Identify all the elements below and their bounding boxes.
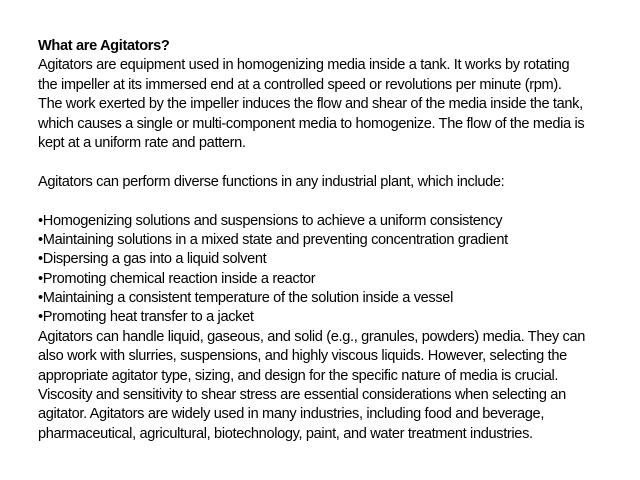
intro-line: kept at a uniform rate and pattern. [38,134,246,151]
closing-line: agitator. Agitators are widely used in many industries, including food and beverage, [38,406,545,423]
closing-line: Agitators can handle liquid, gaseous, and solid (e.g., granules, powders) media. They can [38,328,585,345]
list-item: •Promoting heat transfer to a jacket [38,309,254,326]
functions-intro: Agitators can perform diverse functions in any industrial plant, which include: [38,173,505,190]
closing-line: also work with slurries, suspensions, and highly viscous liquids. However, selecting the [38,348,567,365]
closing-line: appropriate agitator type, sizing, and design for the specific nature of media is crucial. [38,367,559,384]
spacer [38,192,638,211]
functions-list [38,212,638,328]
intro-line: The work exerted by the impeller induces the flow and shear of the media inside the tank, [38,96,583,113]
intro-line: the impeller at its immersed end at a controlled speed or revolutions per minute (rpm). [38,76,562,93]
closing-line: Viscosity and sensitivity to shear stress are essential considerations when selecting an [38,387,566,404]
list-item: •Homogenizing solutions and suspensions to achieve a uniform consistency [38,212,503,229]
intro-line: Agitators are equipment used in homogenizing media inside a tank. It works by rotating [38,57,570,74]
closing-paragraph [38,328,638,444]
list-item: •Maintaining solutions in a mixed state and preventing concentration gradient [38,231,508,248]
heading: What are Agitators? [38,38,170,54]
spacer [38,153,638,172]
intro-line: which causes a single or multi-component media to homogenize. The flow of the media is [38,115,585,132]
slide-body [38,37,638,444]
intro-paragraph [38,56,638,153]
list-item: •Promoting chemical reaction inside a reactor [38,270,316,287]
closing-line: pharmaceutical, agricultural, biotechnology, paint, and water treatment industries. [38,425,533,442]
list-item: •Maintaining a consistent temperature of the solution inside a vessel [38,290,453,307]
list-item: •Dispersing a gas into a liquid solvent [38,251,267,268]
